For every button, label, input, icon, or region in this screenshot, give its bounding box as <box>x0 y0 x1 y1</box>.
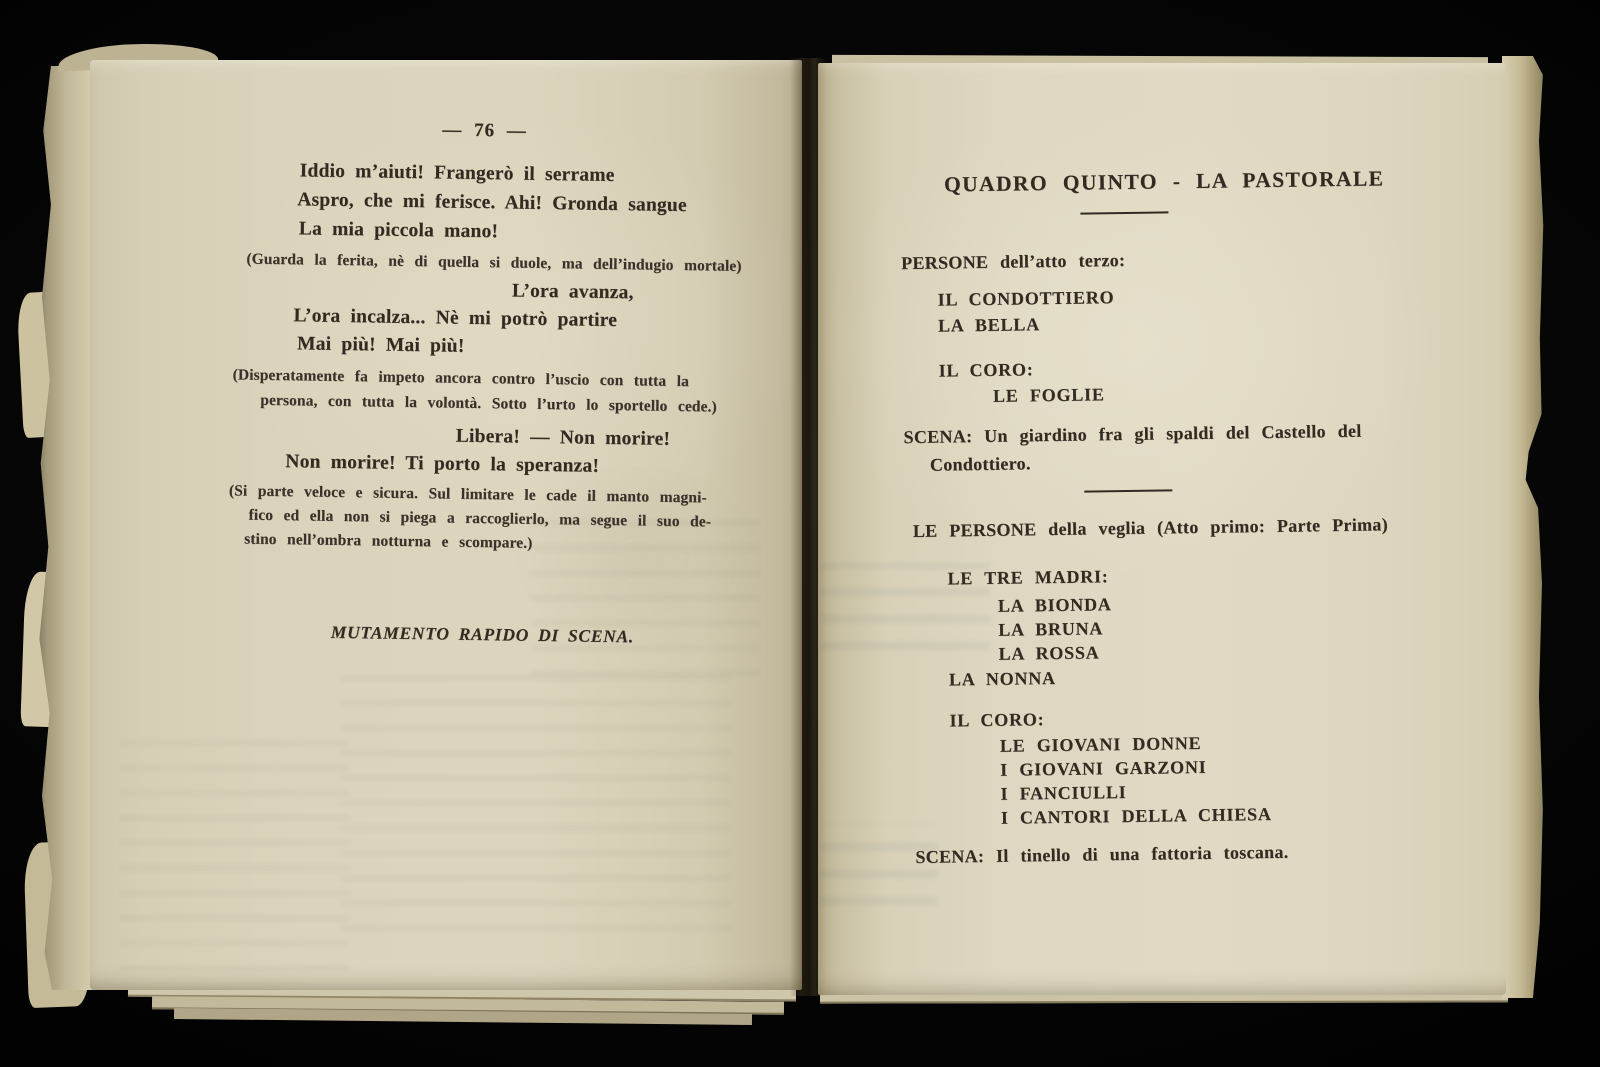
verse-line: Mai più! Mai più! <box>296 333 465 357</box>
right-page <box>818 63 1506 995</box>
left-page <box>90 60 802 990</box>
right-page-text <box>816 55 1517 997</box>
verse-line: La mia piccola mano! <box>298 218 499 243</box>
chapter-title: QUADRO QUINTO - LA PASTORALE <box>943 166 1385 197</box>
section-rule <box>1084 489 1172 492</box>
stage-direction-line: (Guarda la ferita, nè di quella si duole, ma dell’indugio mortale) <box>246 250 742 275</box>
cast-heading: LE PERSONE della veglia (Atto primo: Parte Prima) <box>912 514 1389 541</box>
chorus-item: LE GIOVANI DONNE <box>999 732 1202 756</box>
page-number: — 76 — <box>442 119 527 142</box>
cast-item: LA BIONDA <box>997 594 1112 616</box>
cast-item: LA NONNA <box>948 667 1056 690</box>
chorus-item: I FANCIULLI <box>1000 782 1127 804</box>
title-rule <box>1080 211 1168 214</box>
scene-note-line: SCENA: Un giardino fra gli spaldi del Castello del <box>903 420 1362 448</box>
verse-line: L’ora avanza, <box>511 280 634 304</box>
stage-direction-line: (Si parte veloce e sicura. Sul limitare le cade il manto magni- <box>228 482 707 507</box>
scene-note-line: SCENA: Il tinello di una fattoria toscana. <box>915 841 1289 867</box>
cast-item: LA ROSSA <box>998 642 1100 664</box>
cast-item: LA BRUNA <box>998 618 1104 640</box>
cast-item: LA BELLA <box>937 314 1041 336</box>
cast-item: IL CONDOTTIERO <box>937 287 1115 310</box>
chorus-item: I CANTORI DELLA CHIESA <box>1000 803 1272 828</box>
chorus-item: I GIOVANI GARZONI <box>1000 756 1207 780</box>
stage-direction-line: stino nell’ombra notturna e scompare.) <box>244 530 533 552</box>
verse-line: Libera! — Non morire! <box>455 425 671 450</box>
chorus-label: IL CORO: <box>949 709 1045 731</box>
stage-direction-line: (Disperatamente fa impeto ancora contro l’uscio con tutta la <box>232 366 690 391</box>
chorus-item: LE FOGLIE <box>992 384 1105 406</box>
cast-heading: PERSONE dell’atto terzo: <box>900 249 1126 274</box>
cast-group-label: LE TRE MADRI: <box>947 566 1109 589</box>
verse-line: L’ora incalza... Nè mi potrò partire <box>293 305 618 332</box>
scene-note-line: Condottiero. <box>929 453 1031 475</box>
verse-line: Non morire! Ti porto la speranza! <box>285 451 600 477</box>
stage-direction-line: fico ed ella non si piega a raccoglierlo, ma segue il suo de- <box>248 506 712 531</box>
chorus-label: IL CORO: <box>938 359 1034 381</box>
verse-line: Aspro, che mi ferisce. Ahi! Gronda sangue <box>297 189 687 217</box>
verse-line: Iddio m’aiuti! Frangerò il serrame <box>299 160 615 187</box>
scene-change-note: MUTAMENTO RAPIDO DI SCENA. <box>330 621 635 647</box>
left-page-text <box>78 58 804 998</box>
stage-direction-line: persona, con tutta la volontà. Sotto l’urto lo sportello cede.) <box>260 391 717 416</box>
